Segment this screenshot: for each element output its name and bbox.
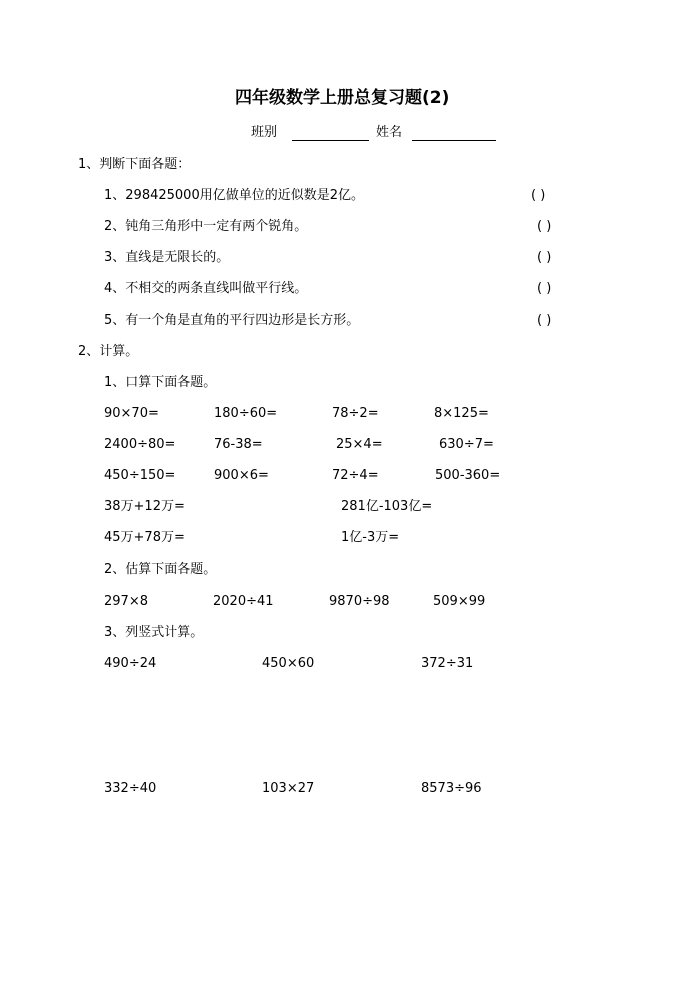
class-blank[interactable] (292, 139, 369, 141)
oral-problem: 72÷4= (332, 468, 379, 483)
oral-problem: 450÷150= (104, 468, 176, 483)
section2-heading: 2、计算。 (78, 344, 139, 359)
oral-problem: 500-360= (435, 468, 501, 483)
oral-problem: 45万+78万= (104, 530, 185, 545)
oral-problem: 8×125= (434, 406, 489, 421)
name-label: 姓名 (376, 125, 403, 140)
worksheet-title: 四年级数学上册总复习题(2) (235, 88, 450, 108)
oral-problem: 76-38= (214, 437, 263, 452)
class-label: 班别 (251, 125, 278, 140)
vertical-problem: 332÷40 (104, 781, 157, 796)
judge-answer-4[interactable]: ( ) (537, 281, 552, 296)
section1-heading: 1、判断下面各题： (78, 157, 191, 172)
estimate-problem: 2020÷41 (213, 594, 274, 609)
estimate-heading: 2、估算下面各题。 (104, 562, 217, 577)
name-blank[interactable] (412, 139, 496, 141)
estimate-problem: 9870÷98 (329, 594, 390, 609)
oral-problem: 630÷7= (439, 437, 494, 452)
vertical-heading: 3、列竖式计算。 (104, 625, 204, 640)
vertical-problem: 372÷31 (421, 656, 474, 671)
vertical-problem: 8573÷96 (421, 781, 482, 796)
judge-item-3: 3、直线是无限长的。 (104, 250, 230, 265)
judge-answer-3[interactable]: ( ) (537, 250, 552, 265)
vertical-problem: 103×27 (262, 781, 315, 796)
oral-problem: 180÷60= (214, 406, 278, 421)
judge-item-4: 4、不相交的两条直线叫做平行线。 (104, 281, 308, 296)
estimate-problem: 297×8 (104, 594, 148, 609)
oral-problem: 900×6= (214, 468, 269, 483)
oral-problem: 25×4= (336, 437, 383, 452)
oral-problem: 90×70= (104, 406, 159, 421)
judge-item-2: 2、钝角三角形中一定有两个锐角。 (104, 219, 308, 234)
oral-problem: 78÷2= (332, 406, 379, 421)
oral-problem: 38万+12万= (104, 499, 185, 514)
oral-problem: 281亿-103亿= (341, 499, 433, 514)
judge-item-5: 5、有一个角是直角的平行四边形是长方形。 (104, 313, 360, 328)
vertical-problem: 450×60 (262, 656, 315, 671)
estimate-problem: 509×99 (433, 594, 486, 609)
judge-answer-2[interactable]: ( ) (537, 219, 552, 234)
oral-problem: 1亿-3万= (341, 530, 400, 545)
oral-heading: 1、口算下面各题。 (104, 375, 217, 390)
judge-item-1: 1、298425000用亿做单位的近似数是2亿。 (104, 188, 364, 203)
oral-problem: 2400÷80= (104, 437, 176, 452)
judge-answer-5[interactable]: ( ) (537, 313, 552, 328)
vertical-problem: 490÷24 (104, 656, 157, 671)
judge-answer-1[interactable]: ( ) (531, 188, 546, 203)
